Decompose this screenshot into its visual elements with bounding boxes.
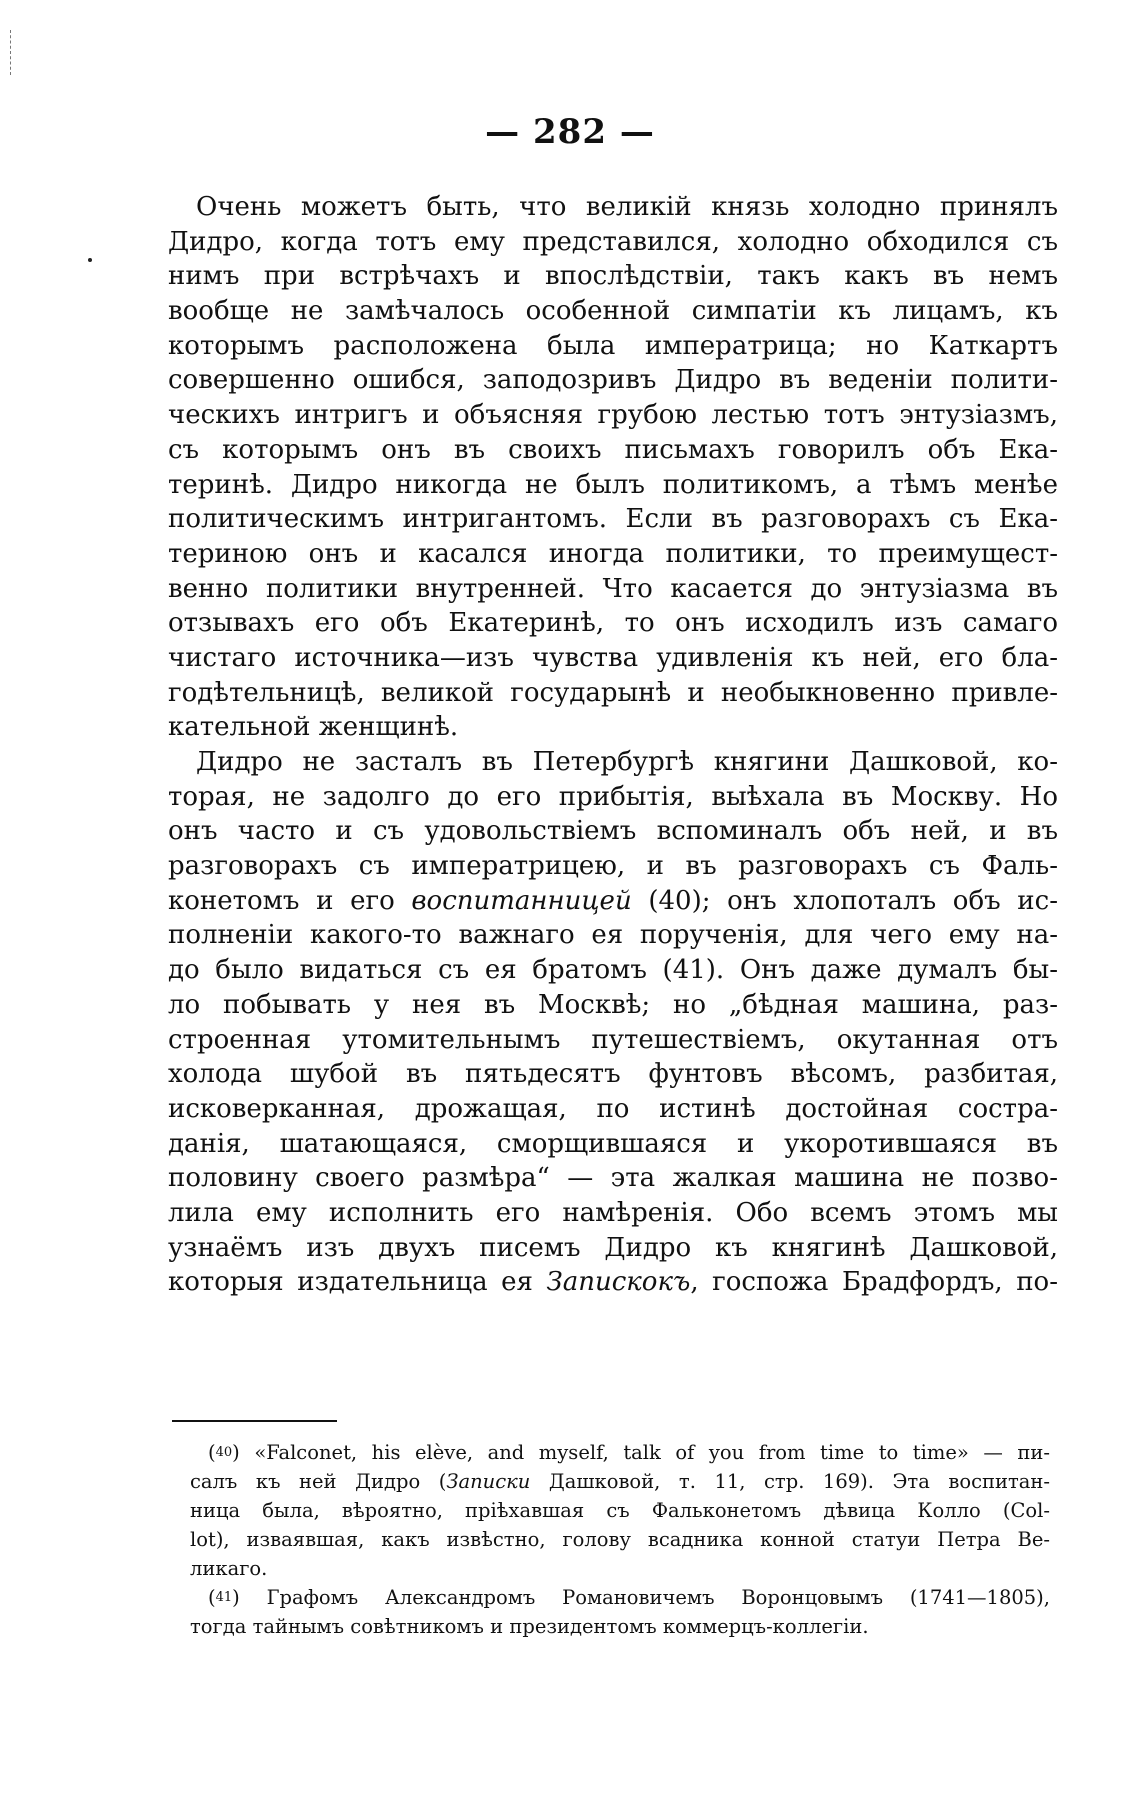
text-segment: салъ къ ней Дидро ( [190,1470,447,1493]
text-line: теринѣ. Дидро никогда не былъ политикомъ, а тѣмъ менѣе [168,469,1058,500]
text-line: строенная утомительнымъ путешествіемъ, окутанная отъ [168,1024,1058,1055]
margin-dot-mark [88,258,92,262]
text-line: ло побывать у нея въ Москвѣ; но „бѣдная машина, раз- [168,989,1058,1020]
text-line: онъ часто и съ удовольствіемъ вспоминалъ объ ней, и въ [168,816,1058,847]
footnote-41-line: тогда тайнымъ совѣтникомъ и президентомъ коммерцъ-коллегіи. [190,1615,869,1638]
text-line: съ которымъ онъ въ своихъ письмахъ говорилъ объ Ека- [168,434,1058,465]
footnote-40-line [190,1467,1050,1496]
footnote-40-line: lot), изваявшая, какъ извѣстно, голову всадника конной статуи Петра Ве- [190,1528,1050,1551]
text-line: данія, шатающаяся, сморщившаяся и укоротившаяся въ [168,1128,1058,1159]
text-line [168,953,1058,988]
text-segment: до было видаться съ ея братомъ [168,955,663,986]
margin-scan-mark [10,30,12,75]
page-number: — 282 — [485,112,655,152]
text-line: кательной женщинѣ. [168,712,459,743]
text-line: Дидро не засталъ въ Петербургѣ княгини Дашковой, ко- [196,747,1058,777]
text-segment: которыя издательница ея [168,1267,547,1298]
text-segment: «Falconet, his elève, and myself, talk of you from time to time» — пи- [254,1441,1050,1464]
text-segment: Графомъ Александромъ Романовичемъ Воронцовымъ (1741—1805), [266,1586,1050,1609]
text-segment: Дашковой, т. 11, стр. 169). Эта воспитан- [530,1470,1050,1493]
text-line: полненіи какого-то важнаго ея порученія, для чего ему на- [168,920,1058,951]
text-line: Очень можетъ быть, что великій князь холодно принялъ [196,192,1058,222]
text-line: холода шубой въ пятьдесятъ фунтовъ вѣсомъ, разбитая, [168,1059,1058,1090]
text-line: Дидро, когда тотъ ему представился, холодно обходился съ [168,226,1058,257]
footnote-mark: 40 [215,1445,233,1460]
footnote-mark: 41 [215,1590,233,1605]
footnote-ref-41[interactable]: (41) [662,955,716,986]
text-line: совершенно ошибся, заподозривъ Дидро въ веденіи полити- [168,365,1058,396]
text-line: годѣтельницѣ, великой государынѣ и необыкновенно привле- [168,677,1058,708]
text-line: которымъ расположена была императрица; но Каткартъ [168,330,1058,361]
italic-term: Записки [446,1470,531,1493]
text-line [168,1265,1058,1300]
text-line: торая, не задолго до его прибытія, выѣхала въ Москву. Но [168,781,1058,812]
text-line [168,884,1058,919]
footnote-divider [172,1420,337,1422]
footnote-40-line: ница была, вѣроятно, пріѣхавшая съ Фальконетомъ дѣвица Колло (Col- [190,1499,1050,1522]
text-line: отзывахъ его объ Екатеринѣ, то онъ исходилъ изъ самаго [168,608,1058,639]
text-line: чистаго источника—изъ чувства удивленія къ ней, его бла- [168,642,1058,673]
text-line: разговорахъ съ императрицею, и въ разговорахъ съ Фаль- [168,851,1058,882]
text-segment: ; онъ хлопоталъ объ ис- [701,885,1058,916]
text-line: ческихъ интригъ и объясняя грубою лестью тотъ энтузіазмъ, [168,400,1058,431]
text-segment: , госпожа Брадфордъ, по- [690,1267,1058,1298]
text-line: лила ему исполнить его намѣренія. Обо всемъ этомъ мы [168,1197,1058,1228]
footnote-ref-40[interactable]: (40) [648,885,702,916]
footnote-40-line: ($^{40}$) «Falconet, his elève, and myself, talk of you from time to time» — пи- [208,1441,1050,1464]
footnote-40-line: ликаго. [190,1557,268,1580]
footnote-41-line: ($^{41}$) Графомъ Александромъ Романовичемъ Воронцовымъ (1741—1805), [208,1586,1050,1609]
text-segment: конетомъ и его [168,885,412,916]
text-line: венно политики внутренней. Что касается до энтузіазма въ [168,573,1058,604]
italic-term: воспитанницей [411,885,632,916]
text-line: вообще не замѣчалось особенной симпатіи къ лицамъ, къ [168,296,1058,327]
text-line: нимъ при встрѣчахъ и впослѣдствіи, такъ какъ въ немъ [168,261,1058,292]
footnotes [190,1438,1050,1641]
text-line: исковерканная, дрожащая, по истинѣ достойная состра- [168,1093,1058,1124]
text-line: половину своего размѣра“ — эта жалкая машина не позво- [168,1163,1058,1194]
text-line: узнаёмъ изъ двухъ писемъ Дидро къ княгинѣ Дашковой, [168,1232,1058,1263]
italic-term: Запискокъ [546,1267,691,1298]
text-line: териною онъ и касался иногда политики, то преимущест- [168,538,1058,569]
text-segment: . Онъ даже думалъ бы- [715,955,1058,986]
body-text [168,190,1058,1300]
text-line: политическимъ интригантомъ. Если въ разговорахъ съ Ека- [168,504,1058,535]
